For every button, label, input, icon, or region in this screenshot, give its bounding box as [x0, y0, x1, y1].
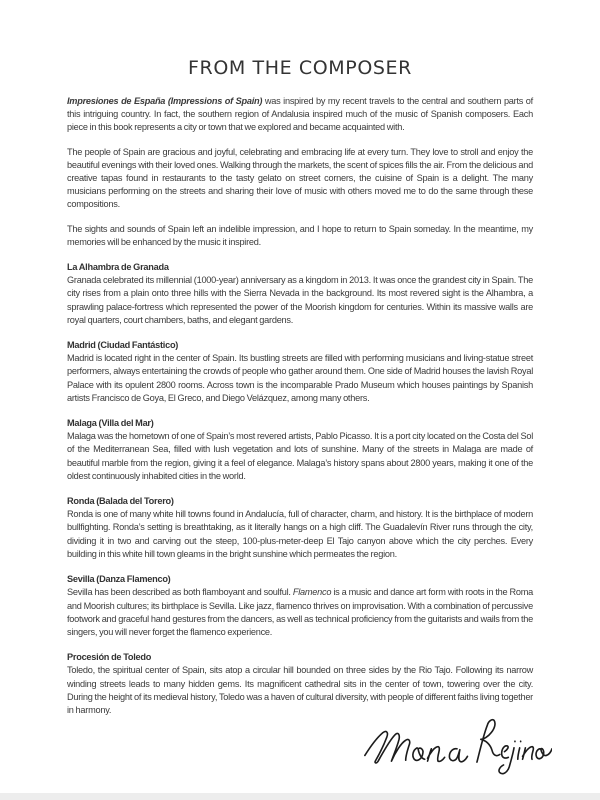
text-run: Flamenco	[292, 587, 332, 598]
paragraph	[67, 146, 533, 212]
text-run: was inspired by my recent travels to the central and southern parts of this intriguing country. In fact, the southern region of Andalusia inspired much of the music of Spanish composers. Each piece in this book represents a city or town that we explored and became acquainted with.	[67, 96, 533, 133]
city-section	[67, 339, 533, 405]
text-run: is a music and dance art form with roots in the Roma and Moorish cultures; its birthplace is Sevilla. Like jazz, flamenco thrives on improvisation. With a combination of percussive footwork and graceful hand gestures from the dancers, as well as technical proficiency from the guitarists and wails from the singers, you will never forget the flamenco experience.	[67, 587, 533, 637]
city-section	[67, 261, 533, 327]
section-heading: Sevilla (Danza Flamenco)	[67, 574, 171, 585]
city-section	[67, 651, 533, 717]
signature-handwriting-image	[362, 710, 552, 780]
section-paragraph	[67, 430, 533, 483]
section-heading: Procesión de Toledo	[67, 652, 152, 663]
paragraph	[67, 223, 533, 249]
text-run: Madrid is located right in the center of Spain. Its bustling streets are filled with performing musicians and living-statue street performers, always entertaining the crowds of people who gather around them. One side of Madrid houses the lavish Royal Palace with its opulent 2800 rooms. Across town is the incomparable Prado Museum which houses paintings by Spanish artists Francisco de Goya, El Greco, and Diego Velázquez, among many others.	[67, 353, 533, 403]
city-section	[67, 417, 533, 483]
paragraph	[67, 95, 533, 135]
section-paragraph	[67, 274, 533, 327]
section-heading: Malaga (Villa del Mar)	[67, 418, 154, 429]
text-run: Sevilla has been described as both flamboyant and soulful.	[67, 587, 293, 598]
text-run: Impresiones de España (Impressions of Spain)	[67, 96, 263, 106]
city-sections	[67, 261, 533, 717]
section-heading: La Alhambra de Granada	[67, 262, 169, 273]
section-paragraph	[67, 586, 533, 639]
section-paragraph	[67, 352, 533, 405]
text-run: Ronda is one of many white hill towns found in Andalucía, full of character, charm, and history. It is the birthplace of modern bullfighting. Ronda’s setting is breathtaking, as it literally hangs on a high cliff. The Guadalevín River runs through the city, dividing it in two and carving out the steep, 100-plus-meter-deep El Tajo canyon above which the city perches. Every building in this white hill town gleams in the bright sunshine which permeates the region.	[67, 509, 533, 559]
section-heading: Ronda (Balada del Torero)	[67, 496, 174, 507]
text-run: Malaga was the hometown of one of Spain’s most revered artists, Pablo Picasso. It is a port city located on the Costa del Sol of the Mediterranean Sea, filled with lush vegetation and lots of sunshine. Many of the streets in Malaga are made of beautiful marble from the region, giving it a feel of elegance. Malaga’s history spans about 2800 years, making it one of the oldest continuously inhabited cities in the world.	[67, 431, 533, 481]
text-run: The sights and sounds of Spain left an indelible impression, and I hope to return to Spain someday. In the meantime, my memories will be enhanced by the music it inspired.	[67, 223, 533, 247]
text-run: The people of Spain are gracious and joyful, celebrating and embracing life at every turn. They love to stroll and enjoy the beautiful evenings with their loved ones. Walking through the markets, the scent of spices fills the air. From the delicious and creative tapas found in restaurants to the tasty gelato on street corners, the cuisine of Spain is a delight. The many musicians performing on the streets and sharing their love of music with others moved me to do the same through these compositions.	[67, 146, 533, 210]
scan-edge-artifact	[0, 793, 600, 800]
composer-signature	[362, 710, 552, 780]
city-section	[67, 573, 533, 639]
section-heading: Madrid (Ciudad Fantástico)	[67, 340, 179, 351]
intro-paragraphs	[67, 95, 533, 249]
section-paragraph	[67, 508, 533, 561]
text-run: Granada celebrated its millennial (1000-year) anniversary as a kingdom in 2013. It was once the grandest city in Spain. The city rises from a plain onto three hills with the Sierra Nevada in the background. Its most revered sight is the Alhambra, a sprawling palace-fortress which represented the power of the Moorish kingdom for centuries. Within its massive walls are royal quarters, court chambers, baths, and elegant gardens.	[67, 275, 533, 325]
city-section	[67, 495, 533, 561]
document-body	[67, 95, 533, 717]
page-title: FROM THE COMPOSER	[188, 57, 412, 79]
text-run: Toledo, the spiritual center of Spain, sits atop a circular hill bounded on three sides by the Rio Tajo. Following its narrow winding streets leads to many hidden gems. Its magnificent cathedral sits in the center of town, towering over the city. During the height of its medieval history, Toledo was a haven of cultural diversity, with people of different faiths living together in harmony.	[67, 665, 533, 715]
